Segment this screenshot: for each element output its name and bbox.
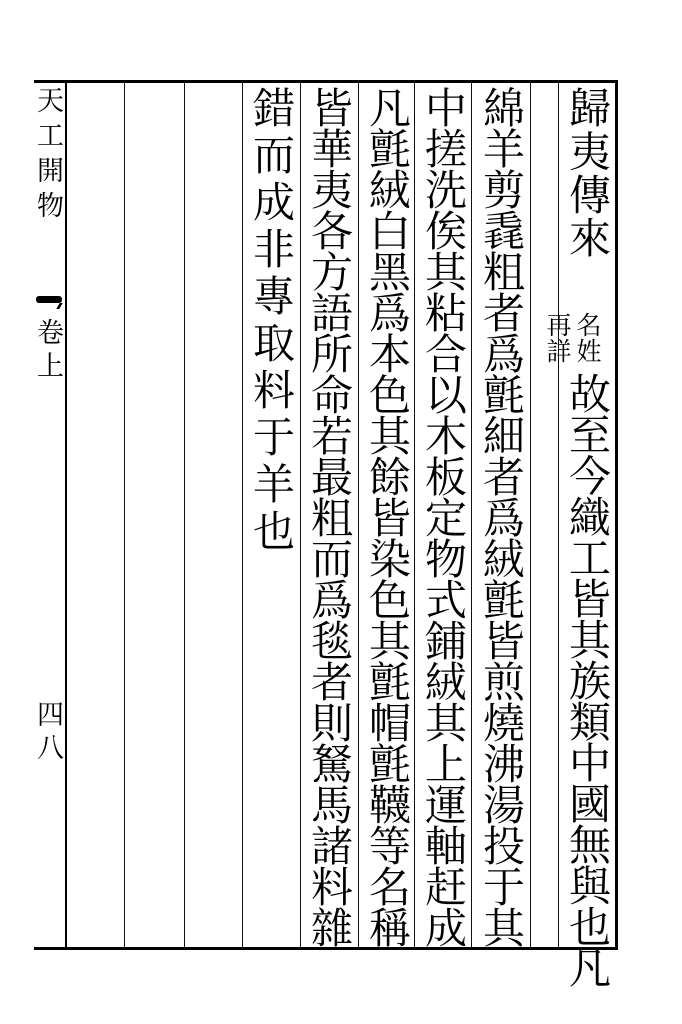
text-column-6: 錯而成非專取料于羊也 xyxy=(247,86,296,556)
text-column-2: 綿羊剪毳粗者爲氈細者爲絨氈皆煎燒沸湯投于其 xyxy=(477,86,526,947)
frame-right-rule xyxy=(615,80,618,950)
column-rule xyxy=(471,83,472,947)
margin-title-text: 天工開物 xyxy=(32,86,63,226)
note-right-line: 名姓 xyxy=(573,312,602,364)
text-column-5: 皆華夷各方語所命若最粗而爲毯者則駑馬諸料雜 xyxy=(305,86,354,947)
fish-tail-mark xyxy=(36,296,62,303)
margin-volume xyxy=(28,318,66,384)
column-rule xyxy=(530,83,531,947)
note-left-line: 再詳 xyxy=(543,312,572,364)
column-rule xyxy=(414,83,415,947)
text-column-1-part1: 歸夷傳來 xyxy=(563,86,612,260)
margin-volume-text: 卷上 xyxy=(32,318,63,384)
text-column-4: 凡氈絨白黑爲本色其餘皆染色其氈帽氈韈等名稱 xyxy=(363,86,412,947)
frame-bottom-rule xyxy=(34,947,618,950)
column-rule xyxy=(358,83,359,947)
margin-book-title xyxy=(28,86,66,226)
column-rule xyxy=(242,83,243,947)
text-column-3: 中搓洗俟其粘合以木板定物式鋪絨其上運軸赶成 xyxy=(419,86,468,947)
column-rule xyxy=(184,83,185,947)
column-rule xyxy=(124,83,125,947)
fish-tail-mark-stroke xyxy=(42,303,62,309)
column-rule xyxy=(300,83,301,947)
text-column-1-part2: 故至今織工皆其族類中國無與也凡 xyxy=(563,372,612,987)
margin-page-number xyxy=(28,700,66,766)
margin-page-number-text: 四八 xyxy=(32,700,63,766)
column-rule xyxy=(558,83,559,947)
